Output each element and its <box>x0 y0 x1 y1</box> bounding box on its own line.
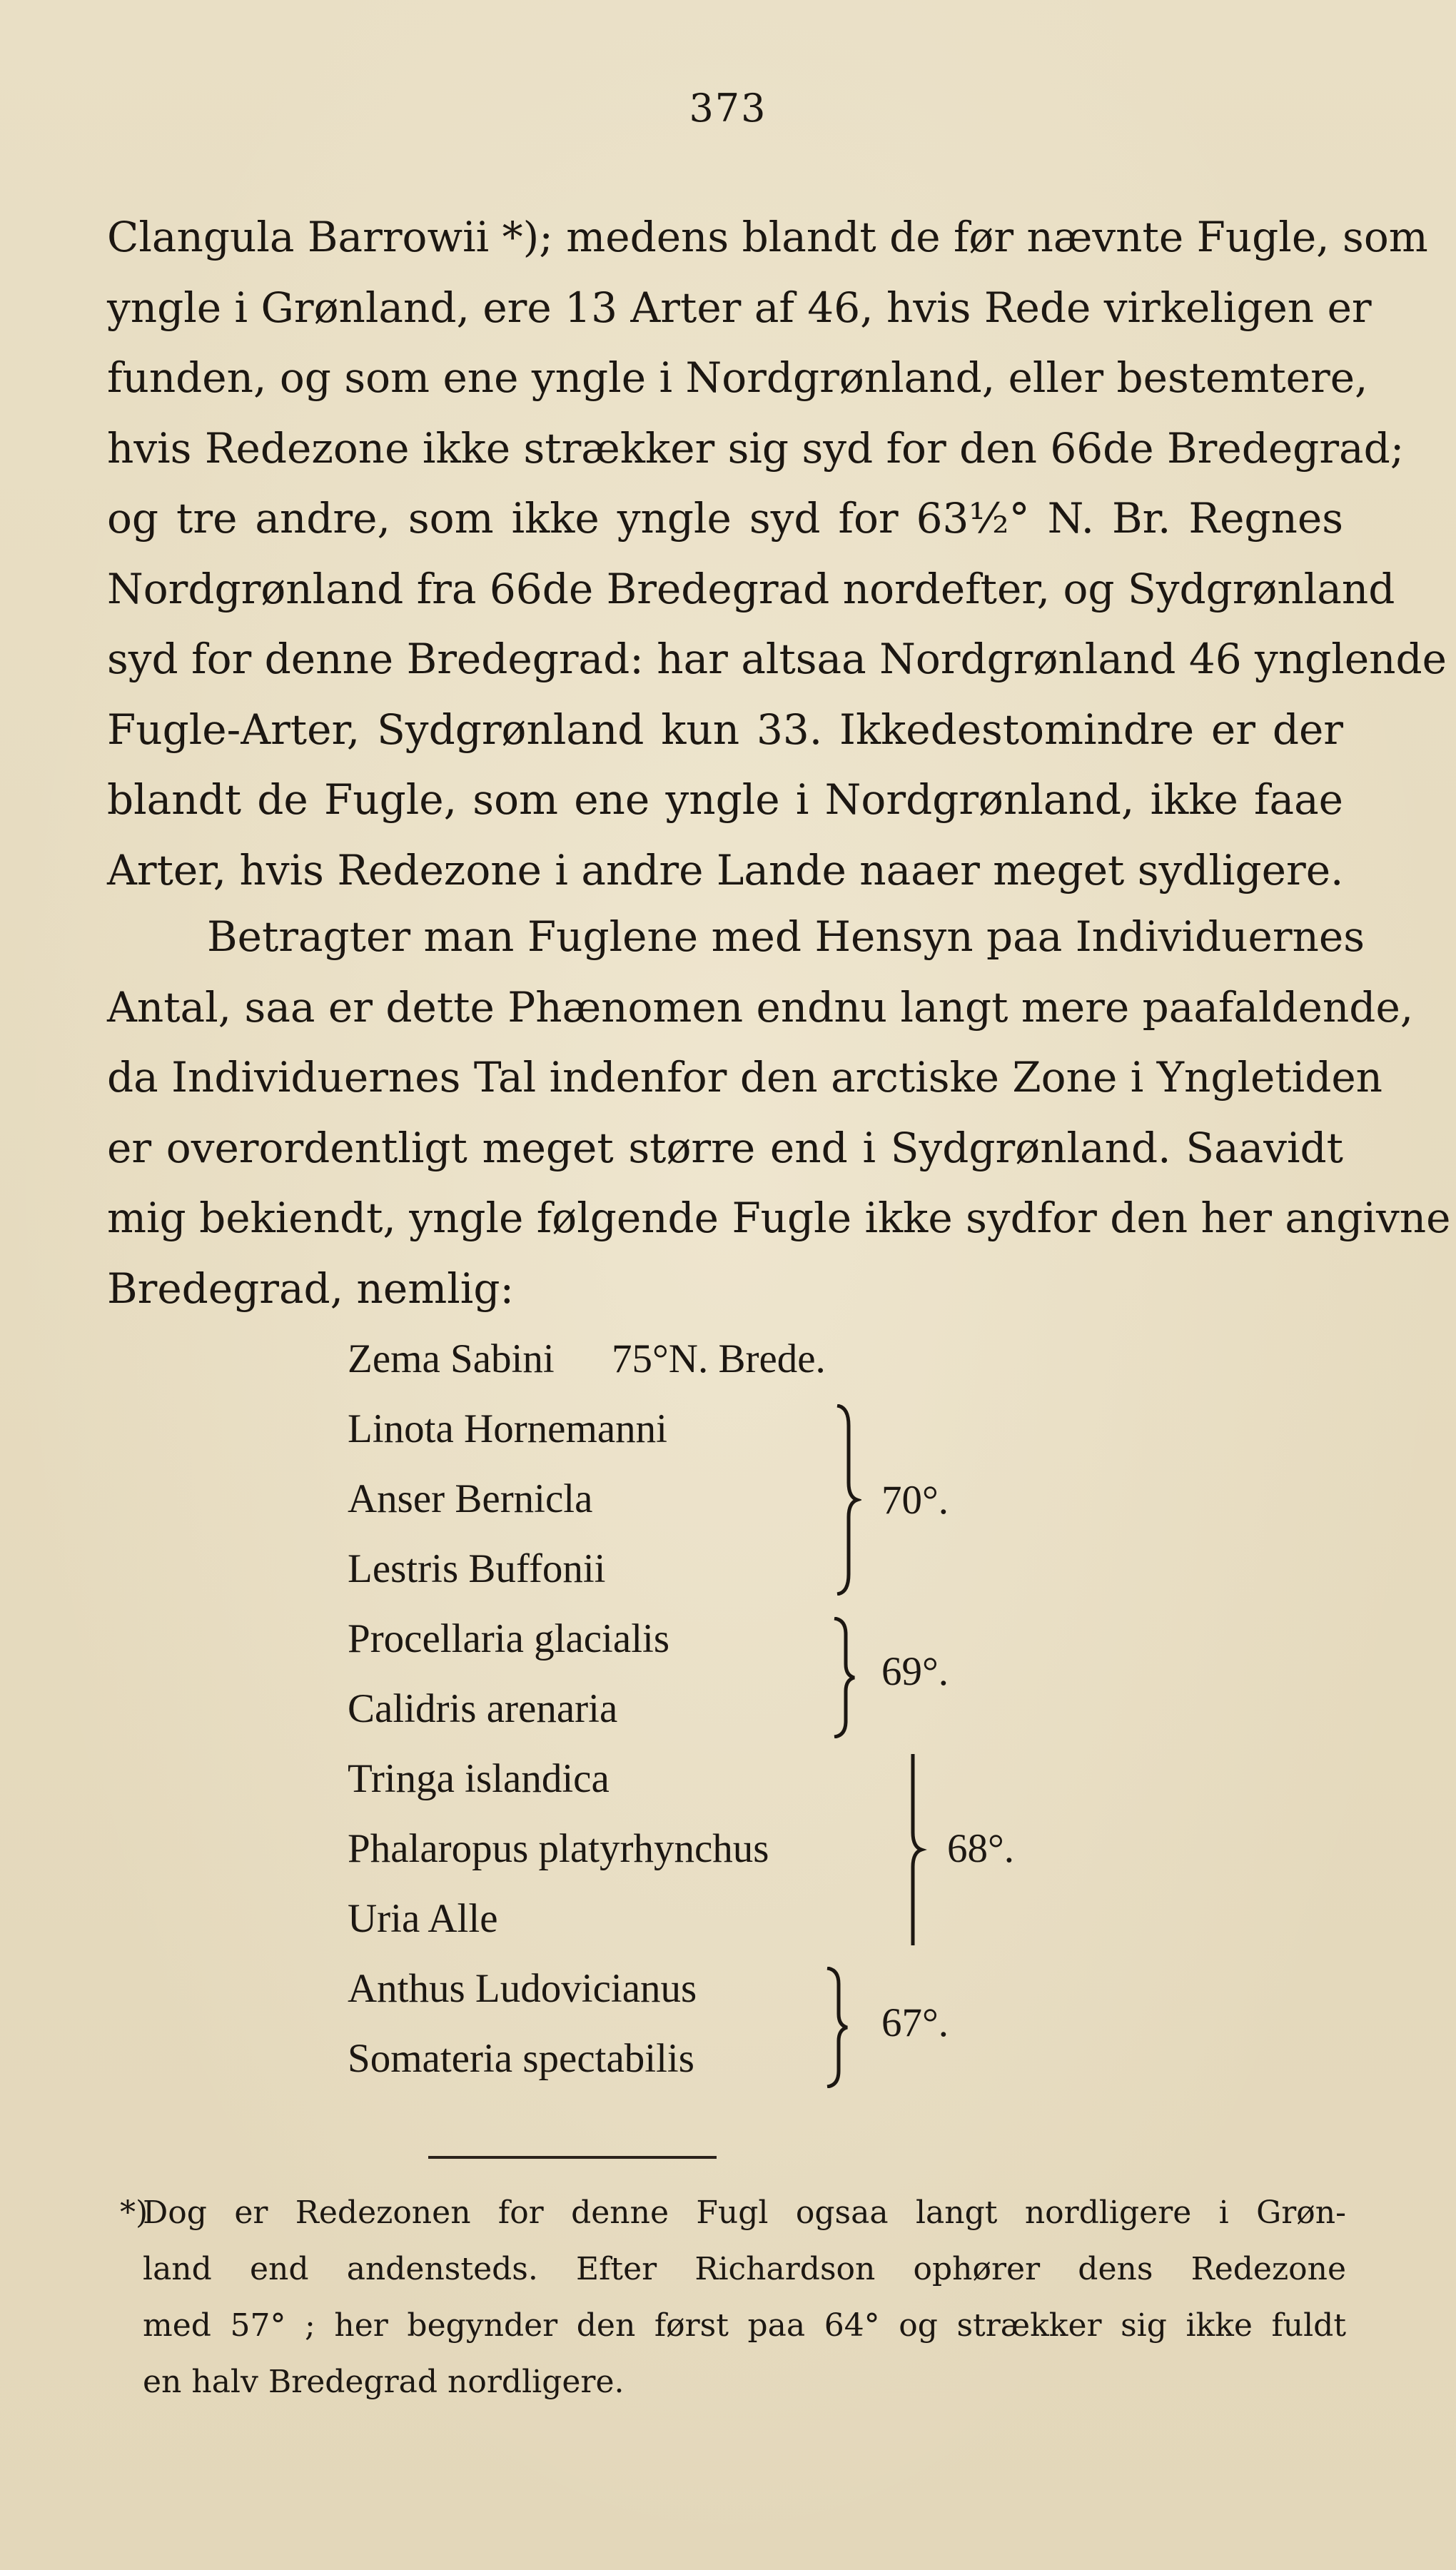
latitude-degree: 68°. <box>947 1826 1015 1871</box>
text-line: Fugle-Arter, Sydgrønland kun 33. Ikkedestomindre er der <box>107 705 1343 754</box>
footnote <box>120 2184 1346 2410</box>
text-line: hvis Redezone ikke strækker sig syd for den 66de Bredegrad; <box>107 423 1405 473</box>
footnote-line: med 57° ; her begynder den først paa 64° og strækker sig ikke fuldt <box>143 2307 1346 2344</box>
curly-brace-icon <box>823 1967 851 2088</box>
text-line: syd for denne Bredegrad: har altsaa Nordgrønland 46 ynglende <box>107 635 1447 683</box>
footnote-line: en halv Bredegrad nordligere. <box>143 2364 625 2400</box>
text-line: yngle i Grønland, ere 13 Arter af 46, hvis Rede virkeligen er <box>107 283 1372 332</box>
paragraph-1 <box>107 202 1447 905</box>
species-name: Procellaria glacialis <box>348 1616 670 1661</box>
text-line: Clangula Barrowii *); medens blandt de før nævnte Fugle, som <box>107 213 1428 261</box>
curly-brace-icon <box>899 1753 927 1947</box>
species-name: Anthus Ludovicianus <box>348 1966 697 2011</box>
species-name: Linota Hornemanni <box>348 1406 667 1451</box>
species-name: Uria Alle <box>348 1896 498 1941</box>
species-name: Zema Sabini <box>348 1336 555 1381</box>
text-line: Bredegrad, nemlig: <box>107 1264 515 1313</box>
footnote-marker: *) <box>120 2194 148 2231</box>
latitude-note: 75°N. Brede. <box>612 1336 826 1381</box>
paragraph-2 <box>107 902 1451 1324</box>
curly-brace-icon <box>830 1617 859 1738</box>
text-line: er overordentligt meget større end i Sydgrønland. Saavidt <box>107 1123 1343 1172</box>
text-line: da Individuernes Tal indenfor den arctiske Zone i Yngletiden <box>107 1053 1383 1102</box>
text-line: Betragter man Fuglene med Hensyn paa Individuernes <box>207 912 1365 961</box>
species-name: Lestris Buffonii <box>348 1546 606 1591</box>
footnote-rule <box>428 2156 717 2159</box>
page-number: 373 <box>689 86 767 131</box>
text-line: funden, og som ene yngle i Nordgrønland, eller bestemtere, <box>107 353 1368 402</box>
species-name: Tringa islandica <box>348 1756 610 1801</box>
text-line: blandt de Fugle, som ene yngle i Nordgrønland, ikke faae <box>107 775 1343 824</box>
latitude-degree: 69°. <box>881 1649 949 1694</box>
footnote-line: land end andensteds. Efter Richardson ophører dens Redezone <box>143 2251 1346 2287</box>
species-name: Anser Bernicla <box>348 1476 593 1521</box>
species-name: Somateria spectabilis <box>348 2036 694 2081</box>
text-line: Nordgrønland fra 66de Bredegrad nordefter, og Sydgrønland <box>107 564 1395 613</box>
curly-brace-icon <box>833 1404 861 1596</box>
text-line: Antal, saa er dette Phænomen endnu langt mere paafaldende, <box>107 982 1414 1032</box>
species-name: Phalaropus platyrhynchus <box>348 1826 769 1871</box>
latitude-degree: 70°. <box>881 1478 949 1523</box>
footnote-line: Dog er Redezonen for denne Fugl ogsaa langt nordligere i Grøn- <box>143 2194 1346 2231</box>
text-line: og tre andre, som ikke yngle syd for 63½° N. Br. Regnes <box>107 494 1343 543</box>
species-name: Calidris arenaria <box>348 1686 618 1731</box>
text-line: mig bekiendt, yngle følgende Fugle ikke sydfor den her angivne <box>107 1194 1451 1242</box>
text-line: Arter, hvis Redezone i andre Lande naaer meget sydligere. <box>107 845 1344 895</box>
latitude-degree: 67°. <box>881 2000 949 2045</box>
